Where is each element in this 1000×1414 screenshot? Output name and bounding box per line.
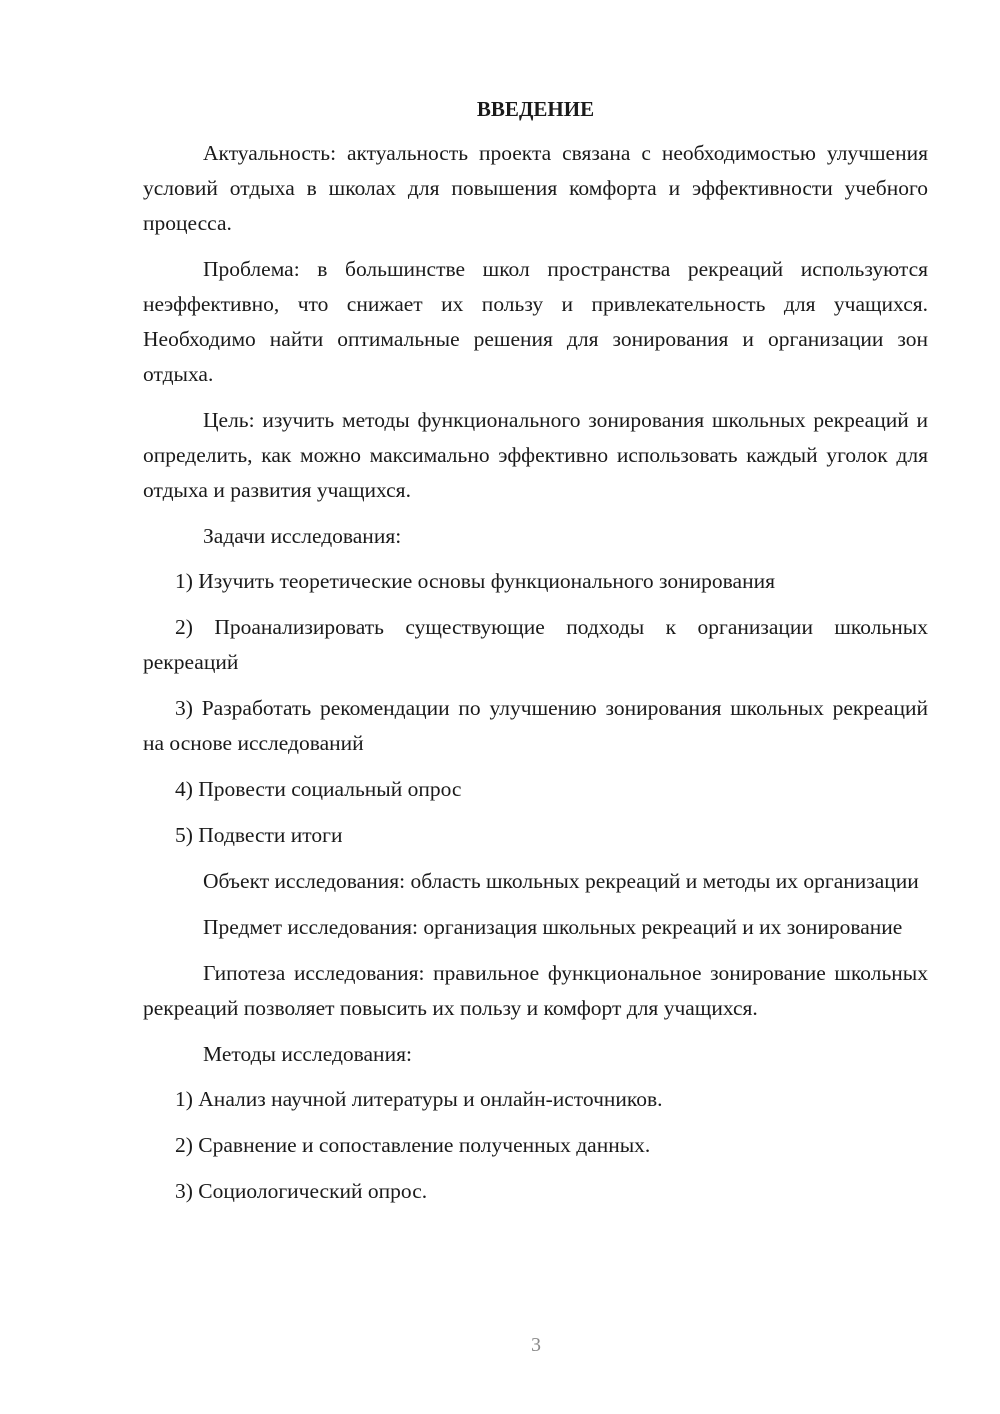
goal-paragraph: Цель: изучить методы функционального зонирования школьных рекреаций и определить, как можно максимально эффективно использовать каждый уголок для отдыха и развития учащихся.	[143, 408, 928, 502]
document-page	[143, 94, 928, 1220]
object-paragraph: Объект исследования: область школьных рекреаций и методы их организации	[203, 869, 919, 893]
section-title: ВВЕДЕНИЕ	[476, 97, 595, 121]
hypothesis-paragraph: Гипотеза исследования: правильное функциональное зонирование школьных рекреаций позволяет повысить их пользу и комфорт для учащихся.	[143, 961, 928, 1020]
task-item: 2) Проанализировать существующие подходы к организации школьных рекреаций	[143, 615, 928, 674]
subject-paragraph: Предмет исследования: организация школьных рекреаций и их зонирование	[203, 915, 903, 939]
methods-heading: Методы исследования:	[203, 1042, 412, 1066]
method-item: 1) Анализ научной литературы и онлайн-источников.	[175, 1087, 663, 1111]
task-item: 3) Разработать рекомендации по улучшению зонирования школьных рекреаций на основе исследований	[143, 696, 928, 755]
page-number: 3	[531, 1334, 541, 1356]
method-item: 3) Социологический опрос.	[175, 1179, 428, 1203]
task-item: 1) Изучить теоретические основы функционального зонирования	[175, 569, 775, 593]
task-item: 4) Провести социальный опрос	[175, 777, 462, 801]
tasks-heading: Задачи исследования:	[203, 524, 402, 548]
problem-paragraph: Проблема: в большинстве школ пространства рекреаций используются неэффективно, что снижает их пользу и привлекательность для учащихся. Необходимо найти оптимальные решения для зонирования и организации зон отдыха.	[143, 257, 928, 386]
task-item: 5) Подвести итоги	[175, 823, 343, 847]
relevance-paragraph: Актуальность: актуальность проекта связана с необходимостью улучшения условий отдыха в школах для повышения комфорта и эффективности учебного процесса.	[143, 141, 928, 235]
method-item: 2) Сравнение и сопоставление полученных данных.	[175, 1133, 651, 1157]
